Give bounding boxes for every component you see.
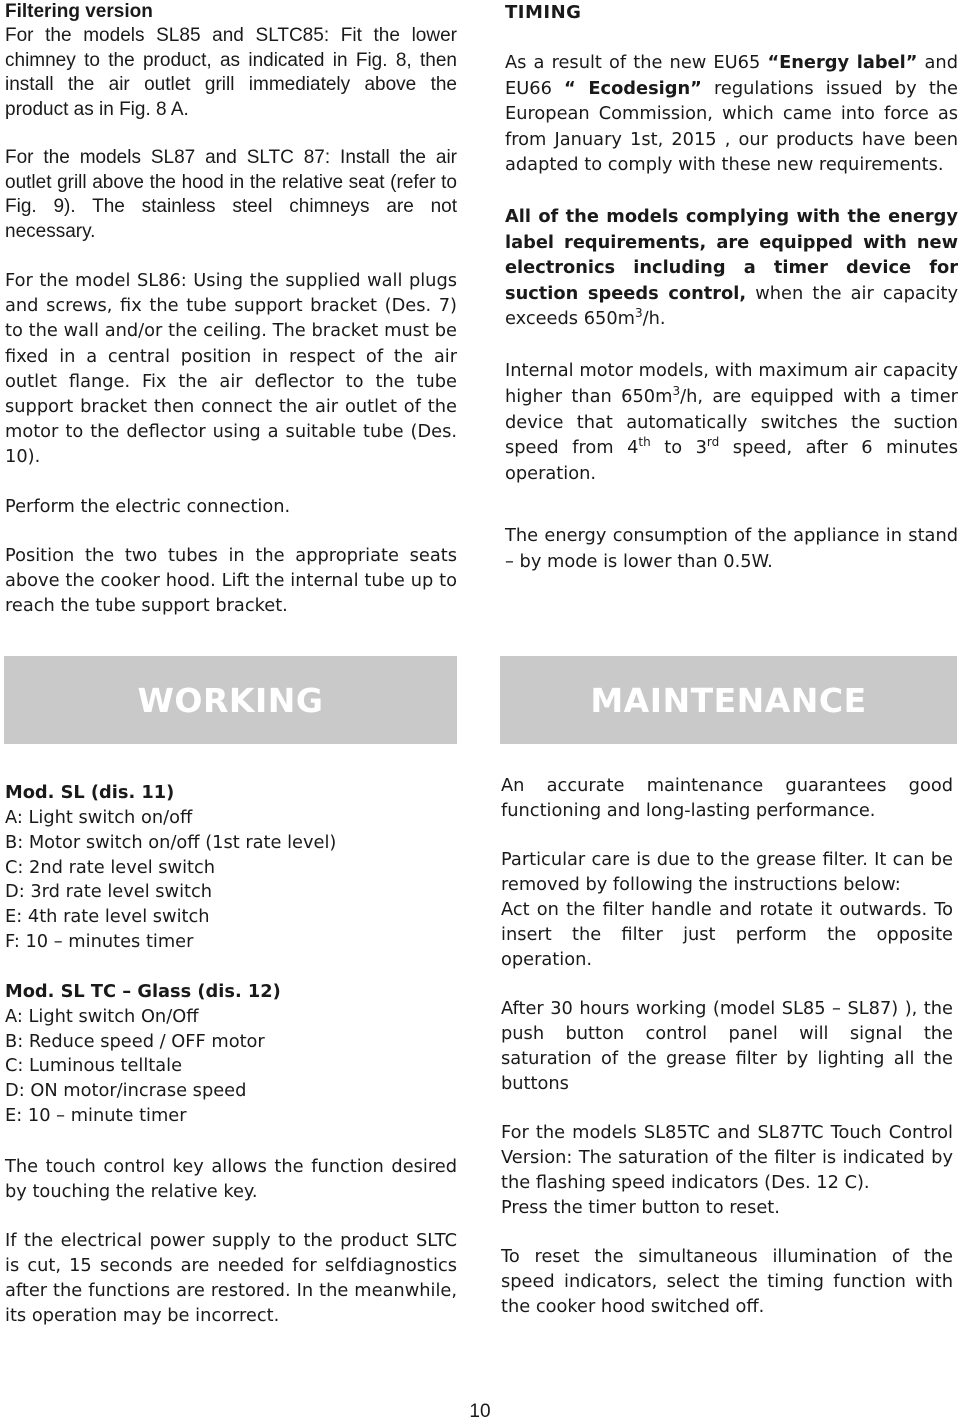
superscript: 3	[672, 383, 681, 398]
maintenance-paragraph-4: For the models SL85TC and SL87TC Touch Control Version: The saturation of the filter is indicated by the flashing speed indicators (Des. 12 C).	[501, 1122, 953, 1193]
list-item: D: 3rd rate level switch	[5, 881, 213, 903]
ecodesign-term: “ Ecodesign”	[564, 77, 702, 99]
timing-paragraph-3	[505, 358, 958, 487]
timing-p2-bold: All of the models complying with the energy label requirements, are equipped with new electronics including a timer device for suction speeds control,	[505, 205, 958, 304]
timing-p2-end: /h.	[642, 308, 666, 330]
timing-p3-b: /h, are equipped with a timer device that automatically switches the suction speed from 4	[505, 385, 958, 459]
maintenance-paragraph-2b: Act on the filter handle and rotate it outwards. To insert the filter just perform the opposite operation.	[501, 899, 953, 970]
list-item: C: Luminous telltale	[5, 1055, 183, 1077]
right-top-column	[505, 0, 958, 575]
maintenance-banner	[500, 656, 957, 744]
spacer	[5, 1129, 457, 1154]
spacer	[505, 332, 958, 358]
list-item: C: 2nd rate level switch	[5, 856, 216, 878]
spacer	[5, 1204, 457, 1228]
page-number: 10	[469, 1401, 491, 1422]
maintenance-column	[501, 773, 953, 1319]
list-item: F: 10 – minutes timer	[5, 930, 194, 952]
maintenance-paragraph-3: After 30 hours working (model SL85 – SL87) ), the push button control panel will signal the saturation of the grease filter by lighting all the buttons	[501, 998, 953, 1094]
list-item: D: ON motor/incrase speed	[5, 1080, 247, 1102]
maintenance-paragraph-1: An accurate maintenance guarantees good functioning and long-lasting performance.	[501, 775, 953, 821]
spacer	[5, 470, 457, 494]
spacer	[501, 1096, 953, 1120]
electric-connection-paragraph: Perform the electric connection.	[5, 495, 291, 517]
touch-control-paragraph: The touch control key allows the function desired by touching the relative key.	[5, 1155, 457, 1202]
working-column	[5, 780, 457, 1328]
timing-p3-c: to 3	[650, 437, 707, 459]
timing-p3-a: Internal motor models, with maximum air capacity higher than 650m	[505, 359, 958, 407]
spacer	[5, 244, 457, 268]
superscript: 3	[634, 306, 643, 321]
spacer	[501, 823, 953, 847]
timing-heading: TIMING	[505, 2, 582, 23]
filtering-paragraph-2: For the models SL87 and SLTC 87: Install the air outlet grill above the hood in the relative seat (refer to Fig. 9). The stainless steel chimneys are not necessary.	[5, 147, 457, 242]
spacer	[5, 122, 457, 146]
maintenance-paragraph-5: To reset the simultaneous illumination of the speed indicators, select the timing function with the cooker hood switched off.	[501, 1246, 953, 1317]
timing-p2-text: when the air capacity exceeds 650m	[505, 282, 958, 330]
timing-p1-text-a: As a result of the new EU65	[505, 52, 768, 73]
mod-sl-list	[5, 806, 457, 955]
timing-p1-text-b: and EU66	[505, 52, 958, 99]
spacer	[5, 519, 457, 543]
list-item: E: 4th rate level switch	[5, 906, 210, 928]
tubes-paragraph: Position the two tubes in the appropriate seats above the cooker hood. Lift the internal tube up to reach the tube support bracket.	[5, 544, 457, 616]
timing-p3-d: speed, after 6 minutes operation.	[505, 437, 958, 485]
superscript: rd	[706, 435, 720, 450]
sl86-paragraph: For the model SL86: Using the supplied wall plugs and screws, fix the tube support bracket (Des. 7) to the wall and/or the ceiling. The bracket must be fixed in a central position in respect of the air outlet flange. Fix the air deflector to the tube support bracket then connect the air outlet of the motor to the deflector using a suitable tube (Des. 10).	[5, 270, 457, 468]
filtering-heading: Filtering version	[5, 1, 153, 22]
list-item: A: Light switch on/off	[5, 807, 193, 828]
mod-sltc-list	[5, 1005, 457, 1129]
working-banner	[4, 656, 457, 744]
power-supply-paragraph: If the electrical power supply to the product SLTC is cut, 15 seconds are needed for selfdiagnostics after the functions are restored. In the meanwhile, its operation may be incorrect.	[5, 1229, 457, 1326]
superscript: th	[638, 435, 651, 450]
spacer	[5, 955, 457, 979]
timing-paragraph-4: The energy consumption of the appliance in stand – by mode is lower than 0.5W.	[505, 524, 958, 572]
spacer	[505, 487, 958, 523]
energy-label-term: “Energy label”	[767, 52, 918, 73]
list-item: A: Light switch On/Off	[5, 1005, 199, 1027]
list-item: E: 10 – minute timer	[5, 1104, 187, 1126]
timing-paragraph-1	[505, 50, 958, 178]
maintenance-paragraph-4b: Press the timer button to reset.	[501, 1197, 780, 1218]
timing-p1-text-c: regulations issued by the European Commission, which came into force as from January 1st, 2015 , our products have been adapted to comply with these new requirements.	[505, 77, 958, 176]
maintenance-banner-label: MAINTENANCE	[590, 680, 867, 720]
spacer	[501, 972, 953, 996]
spacer	[505, 178, 958, 204]
maintenance-paragraph-2: Particular care is due to the grease filter. It can be removed by following the instructions below:	[501, 849, 953, 895]
filtering-paragraph-1: For the models SL85 and SLTC85: Fit the lower chimney to the product, as indicated in Fig. 8, then install the air outlet grill immediately above the product as in Fig. 8 A.	[5, 25, 457, 120]
spacer	[501, 1220, 953, 1244]
working-banner-label: WORKING	[137, 680, 324, 720]
mod-sl-heading: Mod. SL (dis. 11)	[5, 782, 175, 803]
list-item: B: Reduce speed / OFF motor	[5, 1030, 265, 1052]
mod-sltc-heading: Mod. SL TC – Glass (dis. 12)	[5, 980, 281, 1002]
list-item: B: Motor switch on/off (1st rate level)	[5, 831, 337, 853]
left-top-column	[5, 0, 457, 618]
timing-paragraph-2	[505, 204, 958, 332]
